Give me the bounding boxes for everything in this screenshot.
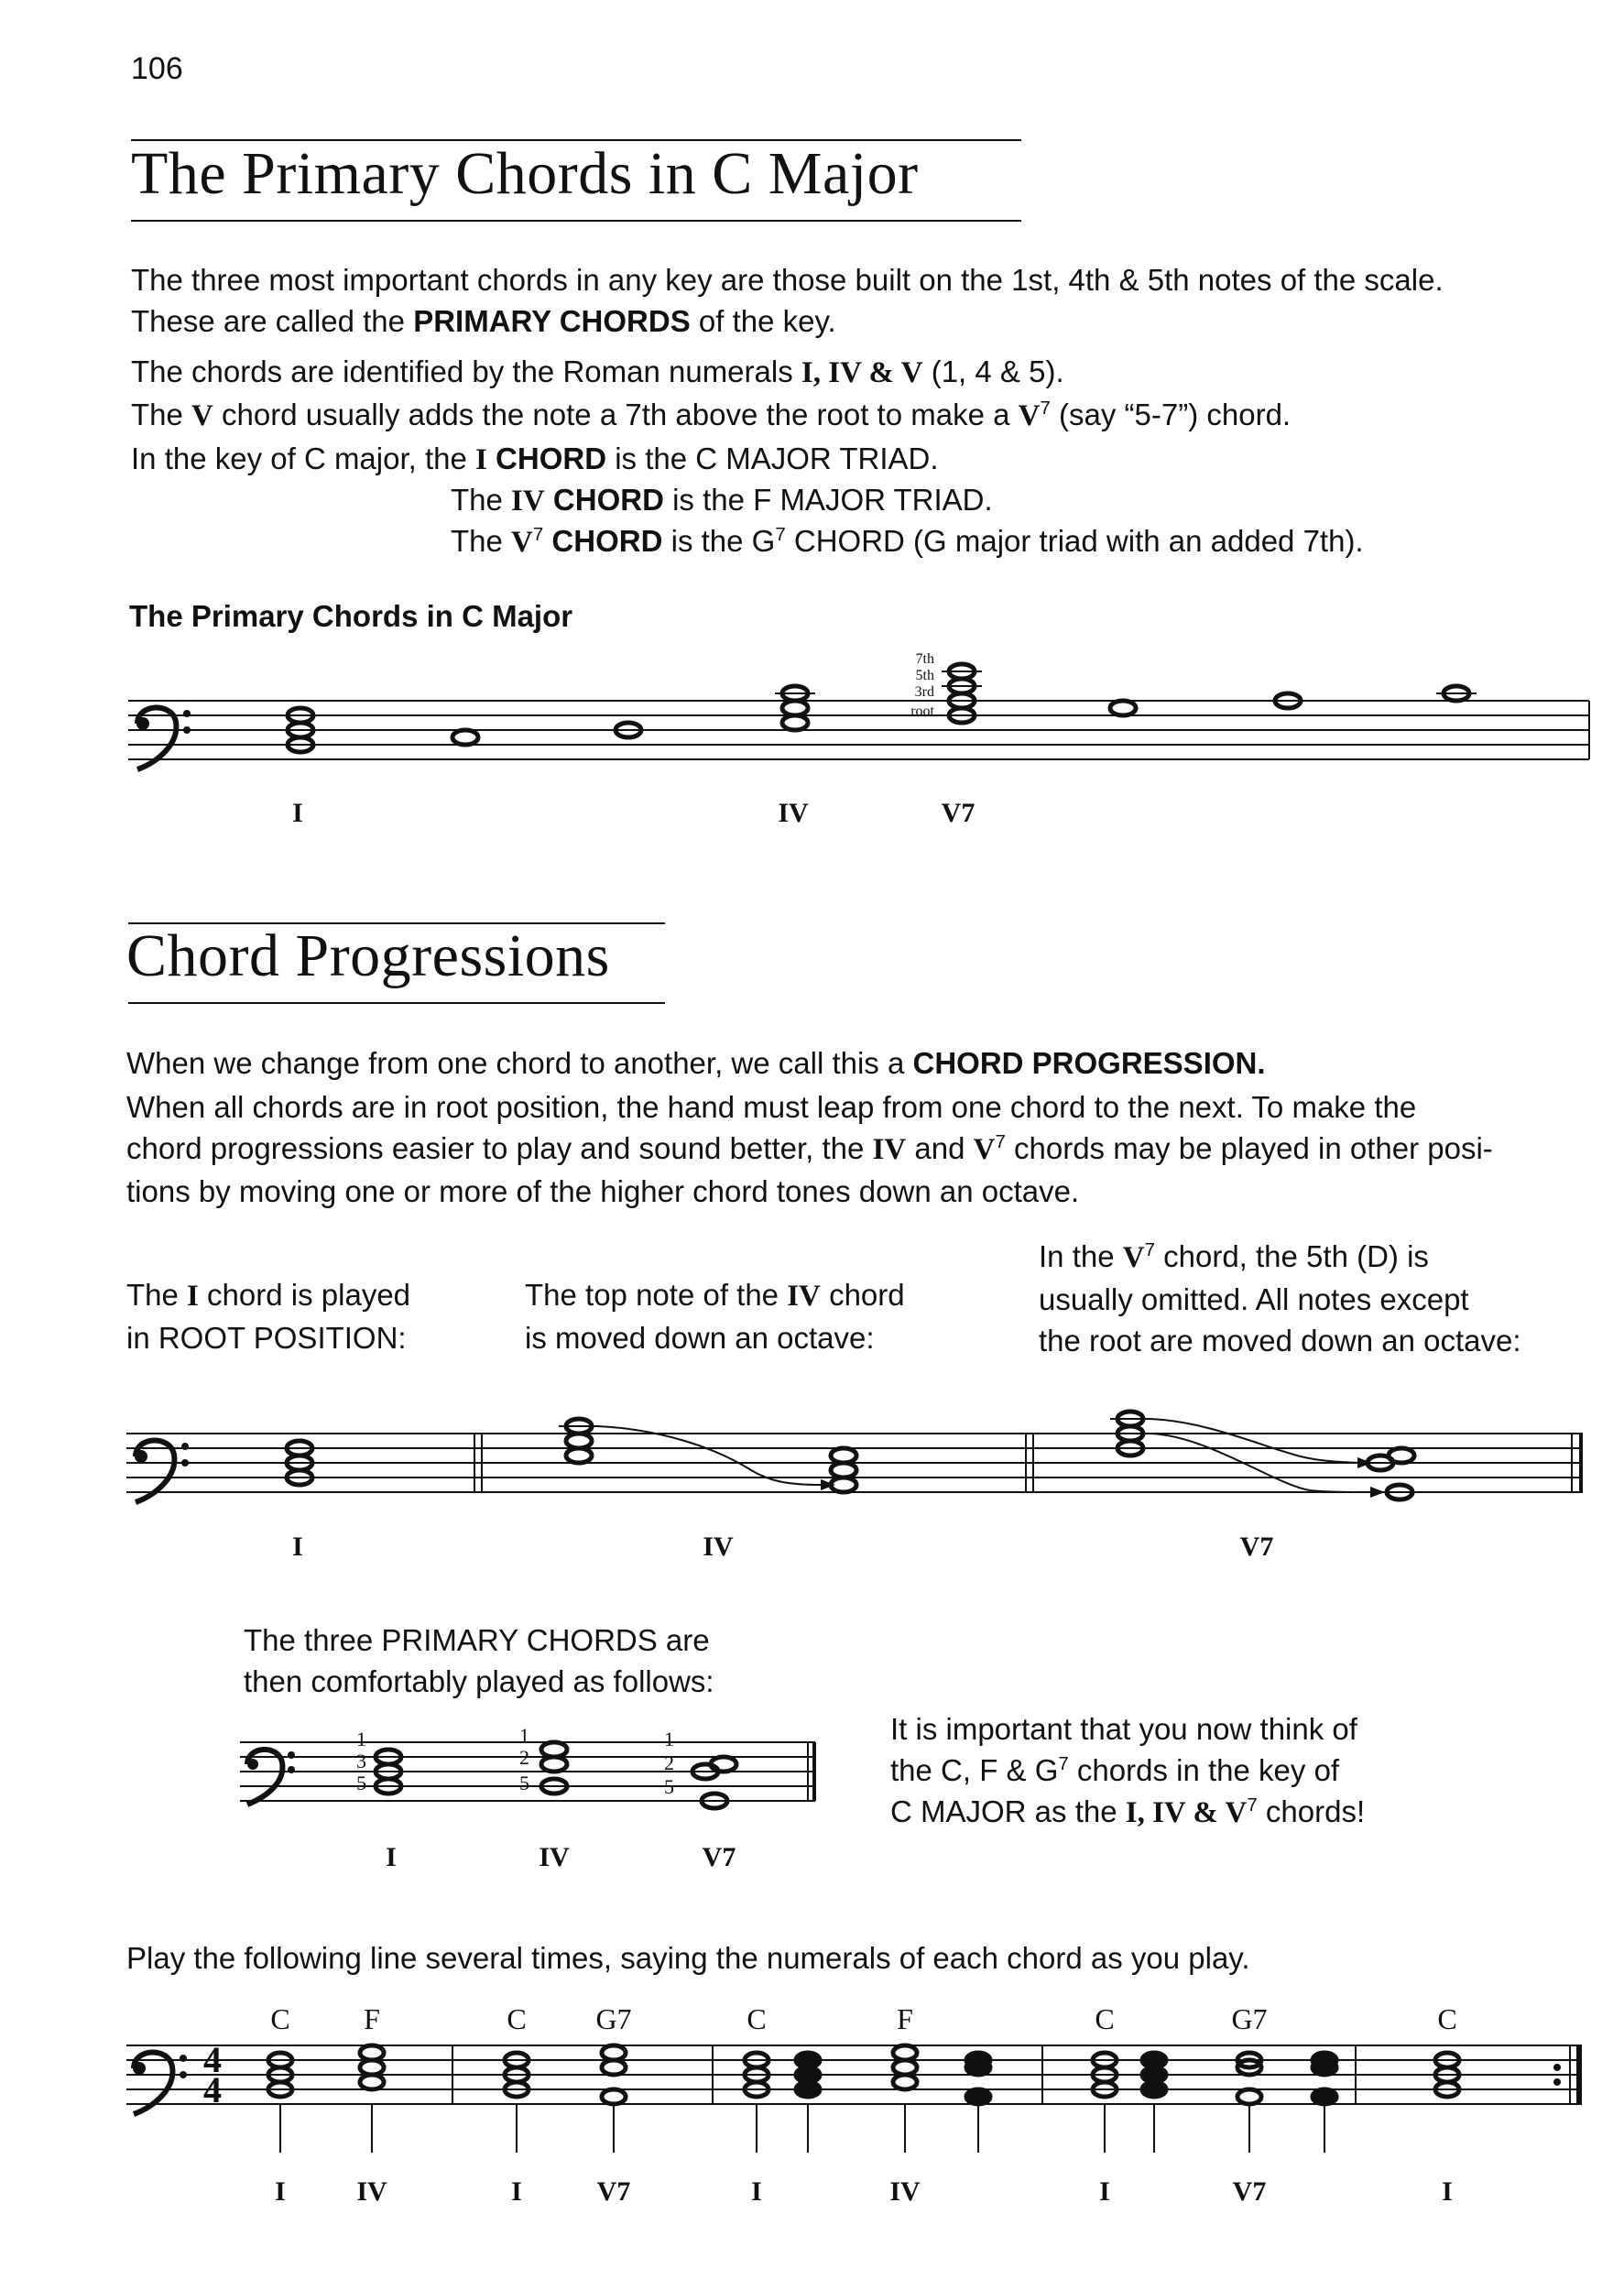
- chord-note: [602, 2089, 626, 2104]
- label-third: 3rd: [914, 684, 934, 700]
- v7-line: The V chord usually adds the note a 7th above the root to make a $V^7$ (say “5-7”) chord.: [131, 398, 1292, 432]
- caption-i-chord: The I chord is played in ROOT POSITION:: [126, 1278, 411, 1355]
- fingering: 5: [519, 1772, 529, 1794]
- chord-symbol: C: [507, 2002, 527, 2035]
- fingering: 1: [519, 1724, 529, 1747]
- fingering: 2: [664, 1751, 674, 1774]
- fingering: 1: [356, 1728, 366, 1750]
- numeral-v7: V7: [941, 798, 975, 828]
- progression-line-3: tions by moving one or more of the higher chord tones down an octave.: [126, 1174, 1080, 1208]
- comfort-caption: The three PRIMARY CHORDS are then comfortably played as follows:: [244, 1623, 714, 1698]
- chord-symbol: C: [747, 2002, 767, 2035]
- page-number: 106: [131, 51, 183, 86]
- numeral: V7: [1232, 2176, 1267, 2207]
- fingering: 1: [664, 1728, 674, 1750]
- chord-symbol: F: [364, 2002, 380, 2035]
- chord-symbol: G7: [1231, 2002, 1268, 2035]
- numeral: I: [1099, 2176, 1110, 2207]
- intro-line-2: These are called the PRIMARY CHORDS of the key.: [131, 304, 836, 338]
- numeral: IV: [356, 2176, 387, 2207]
- numeral-v7: V7: [1239, 1532, 1274, 1562]
- time-signature: [203, 2039, 222, 2110]
- chord-symbol: C: [270, 2002, 290, 2035]
- chord-symbol: C: [1437, 2002, 1457, 2035]
- chord-symbol: F: [897, 2002, 913, 2035]
- chord-note: [602, 2045, 626, 2060]
- numeral: I: [1442, 2176, 1453, 2207]
- chord-note: [1313, 2053, 1336, 2067]
- progression-line-1: When all chords are in root position, the hand must leap from one chord to the next. To make the: [126, 1090, 1417, 1124]
- chord-symbol: G7: [595, 2002, 632, 2035]
- label-root: root: [910, 703, 934, 719]
- fingering: 3: [356, 1750, 366, 1772]
- numeral: I: [275, 2176, 286, 2207]
- chord-note: [360, 2045, 384, 2060]
- label-fifth: 5th: [915, 668, 934, 683]
- caption-iv-chord: The top note of the IV chord is moved down an octave:: [525, 1278, 905, 1355]
- example-title: The Primary Chords in C Major: [129, 599, 573, 633]
- numeral: I: [751, 2176, 762, 2207]
- time-signature-bottom: 4: [203, 2069, 222, 2110]
- time-signature-top: 4: [203, 2039, 222, 2080]
- numeral-iv: IV: [778, 798, 809, 828]
- progression-intro: When we change from one chord to another, we call this a CHORD PROGRESSION.: [126, 1046, 1266, 1080]
- numeral-iv: IV: [539, 1842, 570, 1872]
- chord-note: [796, 2053, 820, 2067]
- chord-note: [1313, 2089, 1336, 2104]
- numeral: V7: [596, 2176, 631, 2207]
- numeral: I: [511, 2176, 522, 2207]
- chord-note: [1237, 2089, 1261, 2104]
- intro-line-1: The three most important chords in any key are those built on the 1st, 4th & 5th notes of the scale.: [131, 263, 1444, 297]
- fingering: 2: [519, 1746, 529, 1769]
- chord-note: [966, 2053, 990, 2067]
- numeral-iv: IV: [703, 1532, 734, 1562]
- fingering: 5: [356, 1772, 366, 1794]
- caption-v7-chord: In the $V^7$ chord, the 5th (D) is usually omitted. All notes except the root are moved down an octave:: [1039, 1239, 1521, 1358]
- chord-symbol: C: [1095, 2002, 1115, 2035]
- important-note: It is important that you now think of the C, F & $G^7$ chords in the key of C MAJOR as the I, IV & $V^7$ chords!: [890, 1712, 1366, 1829]
- progression-line-2: chord progressions easier to play and sound better, the IV and $V^7$ chords may be played in other posi-: [126, 1131, 1493, 1166]
- chord-note: [966, 2089, 990, 2104]
- numeral-i: I: [292, 1532, 303, 1562]
- key-of-c-line-1: In the key of C major, the I CHORD is the C MAJOR TRIAD.: [131, 442, 939, 476]
- chord-note: [1142, 2053, 1166, 2067]
- label-seventh: 7th: [915, 651, 934, 667]
- section-title-chord-progressions: Chord Progressions: [126, 922, 610, 989]
- key-of-c-line-3: The $V^7$ CHORD is the $G^7$ CHORD (G major triad with an added 7th).: [451, 524, 1364, 559]
- section-title-primary-chords: The Primary Chords in C Major: [131, 140, 919, 207]
- chord-note: [893, 2045, 917, 2060]
- numeral: IV: [889, 2176, 921, 2207]
- play-instruction: Play the following line several times, saying the numerals of each chord as you play.: [126, 1941, 1250, 1975]
- numerals-line: The chords are identified by the Roman numerals I, IV & V (1, 4 & 5).: [131, 354, 1064, 389]
- numeral-v7: V7: [702, 1842, 736, 1872]
- fingering: 5: [664, 1775, 674, 1798]
- numeral-i: I: [386, 1842, 397, 1872]
- numeral-i: I: [292, 798, 303, 828]
- key-of-c-line-2: The IV CHORD is the F MAJOR TRIAD.: [451, 483, 993, 518]
